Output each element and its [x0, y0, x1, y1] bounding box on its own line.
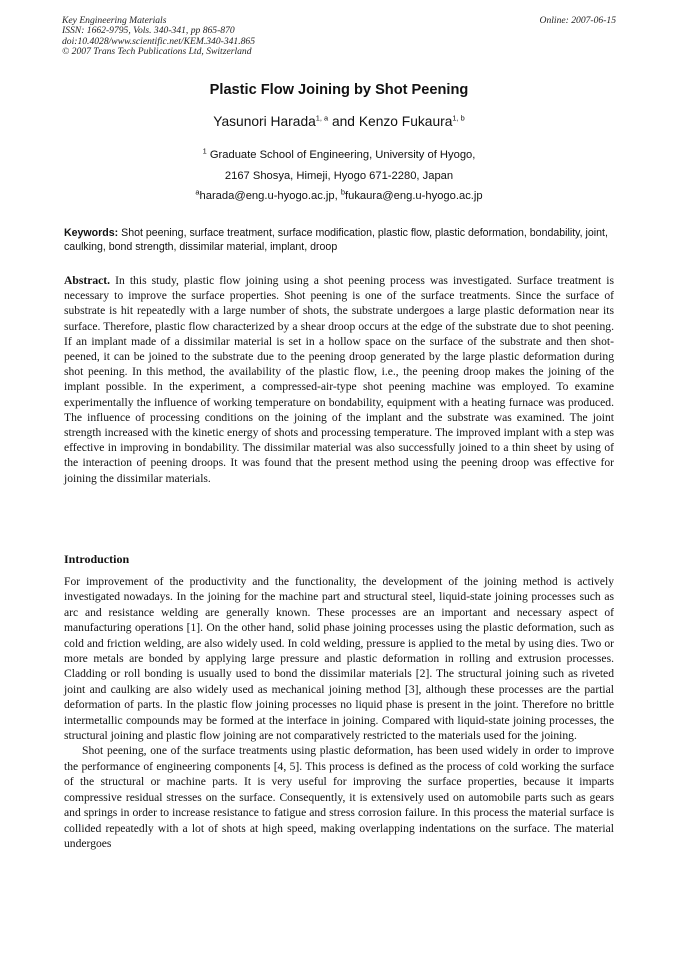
section-heading: Introduction: [64, 552, 130, 566]
introduction-body: [64, 574, 614, 851]
copyright-line: © 2007 Trans Tech Publications Ltd, Switzerland: [62, 46, 252, 58]
email-sup: b: [340, 187, 345, 197]
email-line: [0, 187, 678, 202]
keywords: [64, 227, 614, 254]
email-address[interactable]: harada@eng.u-hyogo.ac.jp,: [199, 190, 338, 202]
keywords-text: Shot peening, surface treatment, surface modification, plastic flow, plastic deformation, bondability, joint, caulking, bond strength, dissimilar material, implant, droop: [64, 227, 608, 253]
keywords-label: Keywords:: [64, 227, 119, 239]
affiliation-line-2: 2167 Shosya, Himeji, Hyogo 671-2280, Japan: [224, 170, 454, 182]
author-affil-sup: 1, a: [315, 113, 329, 123]
journal-name: Key Engineering Materials: [62, 15, 167, 26]
doi-line: doi:10.4028/www.scientific.net/KEM.340-341.865: [62, 35, 256, 47]
affiliation-sup: 1: [202, 146, 207, 156]
online-date: Online: 2007-06-15: [539, 15, 616, 26]
author-name: Yasunori Harada: [213, 114, 316, 129]
affiliation-text: Graduate School of Engineering, University of Hyogo,: [209, 149, 476, 161]
abstract-label: Abstract.: [64, 274, 111, 287]
author-name: Kenzo Fukaura: [358, 114, 453, 129]
issn-line: ISSN: 1662-9795, Vols. 340-341, pp 865-870: [62, 25, 235, 37]
author-conjunction: and: [328, 114, 359, 129]
affiliation-line-1: [0, 146, 678, 161]
journal-header: [62, 16, 255, 58]
paragraph: Shot peening, one of the surface treatments using plastic deformation, has been used widely in order to improve the performance of engineering components [4, 5]. This process is defined as the process of cold working the surface of the structural or machine parts. It is very useful for improving the surface properties, because it imparts compressive residual stresses on the surface. Consequently, it is extensively used on automobile parts such as gears and springs in order to increase resistance to fatigue and stress corrosion failure. In this process the material surface is collided repeatedly with a lot of shots at high speed, making overlapping indentations on the surface. The material undergoes: [64, 744, 614, 850]
email-sup: a: [195, 187, 200, 197]
paper-title: Plastic Flow Joining by Shot Peening: [209, 82, 469, 98]
abstract-text: In this study, plastic flow joining using a shot peening process was investigated. Surface treatment is necessary to improve the surface properties. Shot peening is one of the surface treatments. Since the surface of substrate is hit repeatedly with a large number of shots, the substrate undergoes a large plastic deformation near its surface. Therefore, plastic flow characterized by a shear droop occurs at the edge of the substrate due to shot peening. If an implant made of a dissimilar material is set in a hollow space on the surface of the substrate and then shot-peened, it can be joined to the substrate due to the peening droop generated by the large plastic deformation during shot peening. In this method, the availability of the plastic flow, i.e., the peening droop makes the joining of the implant possible. In the experiment, a compressed-air-type shot peening machine was employed. To examine experimentally the influence of working temperature on bondability, equipment with a heating furnace was produced. The influence of processing conditions on the joining of the implant and the substrate was examined. The joint strength increased with the kinetic energy of shots and processing temperature. The improved implant with a step was effective in improving in bondability. The dissimilar material was also successfully joined to a thin sheet by using of the interaction of peening droops. It was found that the present method using the peening droop was effective for joining the dissimilar materials.: [64, 274, 614, 485]
email-address[interactable]: fukaura@eng.u-hyogo.ac.jp: [344, 190, 483, 202]
abstract: [64, 273, 614, 486]
author-line: [0, 114, 678, 129]
paragraph: For improvement of the productivity and the functionality, the development of the joining method is actively investigated nowadays. In the joining for the machine part and structural steel, liquid-state joining processes such as arc and resistance welding are generally known. These processes are an important and necessary aspect of manufacturing operations [1]. On the other hand, solid phase joining processes using the plastic deformation, such as cold and friction welding, are also widely used. In cold welding, pressure is applied to the metal by using dies. Two or more metals are bonded by applying large pressure and plastic deformation in rolling and extrusion processes. Cladding or roll bonding is usually used to bond the dissimilar materials [2]. The structural joining such as riveted joint and caulking are also widely used as mechanical joining method [3], although these processes are the partial deformation of parts. In the plastic flow joining processes no liquid phase is present in the joint. Therefore no brittle intermetallic compounds may be formed at the interface in joining. Compared with liquid-state joining processes, the structural joining and plastic flow joining are not comparatively restricted to the materials used for the joining.: [64, 575, 614, 743]
author-affil-sup: 1, b: [452, 113, 465, 123]
